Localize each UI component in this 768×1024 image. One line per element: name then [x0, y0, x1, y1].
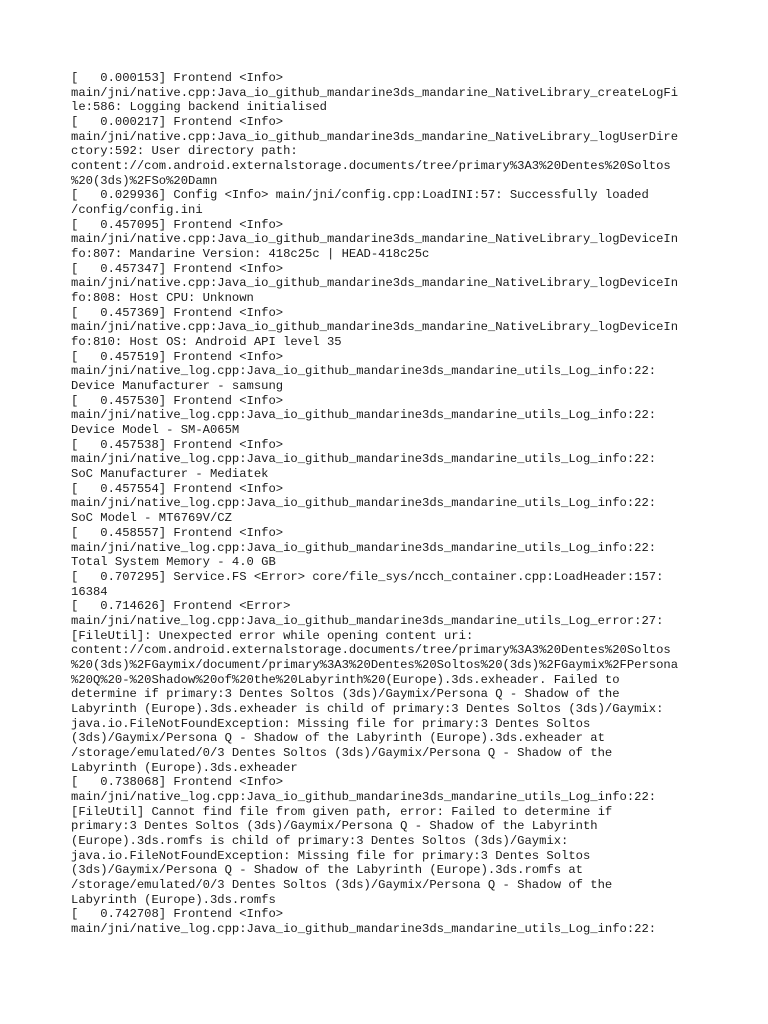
log-line: fo:810: Host OS: Android API level 35: [71, 335, 342, 350]
log-line: fo:807: Mandarine Version: 418c25c | HEAD-418c25c: [71, 247, 430, 262]
log-line: main/jni/native_log.cpp:Java_io_github_mandarine3ds_mandarine_utils_Log_info:22:: [71, 789, 657, 804]
log-line: %20(3ds)%2FGaymix/document/primary%3A3%20Dentes%20Soltos%20(3ds)%2FGaymix%2FPersona: [71, 657, 679, 672]
log-line: /storage/emulated/0/3 Dentes Soltos (3ds)/Gaymix/Persona Q - Shadow of the: [71, 877, 613, 892]
log-line: main/jni/native_log.cpp:Java_io_github_mandarine3ds_mandarine_utils_Log_info:22:: [71, 452, 657, 467]
log-document: [71, 71, 711, 937]
log-line: main/jni/native.cpp:Java_io_github_mandarine3ds_mandarine_NativeLibrary_createLogFi: [71, 85, 679, 100]
log-line: Labyrinth (Europe).3ds.exheader is child of primary:3 Dentes Soltos (3ds)/Gaymix:: [71, 701, 664, 716]
log-line: fo:808: Host CPU: Unknown: [71, 291, 254, 306]
log-line: [ 0.457095] Frontend <Info>: [71, 217, 284, 232]
log-line: main/jni/native_log.cpp:Java_io_github_mandarine3ds_mandarine_utils_Log_error:27:: [71, 613, 664, 628]
log-line: (3ds)/Gaymix/Persona Q - Shadow of the Labyrinth (Europe).3ds.exheader at: [71, 731, 605, 746]
log-line: le:586: Logging backend initialised: [71, 100, 327, 115]
log-line: java.io.FileNotFoundException: Missing file for primary:3 Dentes Soltos: [71, 716, 591, 731]
log-line: %20Q%20-%20Shadow%20of%20the%20Labyrinth%20(Europe).3ds.exheader. Failed to: [71, 672, 620, 687]
log-line: [ 0.458557] Frontend <Info>: [71, 525, 284, 540]
log-line: [ 0.457369] Frontend <Info>: [71, 305, 284, 320]
log-line: [ 0.738068] Frontend <Info>: [71, 775, 284, 790]
log-line: [ 0.029936] Config <Info> main/jni/config.cpp:LoadINI:57: Successfully loaded: [71, 188, 649, 203]
log-line: Labyrinth (Europe).3ds.exheader: [71, 760, 298, 775]
log-line: [ 0.000153] Frontend <Info>: [71, 71, 284, 85]
log-line: Device Model - SM-A065M: [71, 423, 240, 438]
log-line: main/jni/native.cpp:Java_io_github_mandarine3ds_mandarine_NativeLibrary_logUserDire: [71, 129, 679, 144]
log-line: 16384: [71, 584, 108, 599]
log-line: java.io.FileNotFoundException: Missing file for primary:3 Dentes Soltos: [71, 848, 591, 863]
log-line: [ 0.457554] Frontend <Info>: [71, 481, 284, 496]
log-line: ctory:592: User directory path:: [71, 144, 298, 159]
log-line: SoC Model - MT6769V/CZ: [71, 511, 232, 526]
log-line: %20(3ds)%2FSo%20Damn: [71, 173, 218, 188]
log-line: [FileUtil] Cannot find file from given path, error: Failed to determine if: [71, 804, 613, 819]
log-line: [ 0.714626] Frontend <Error>: [71, 599, 291, 614]
log-line: [ 0.457347] Frontend <Info>: [71, 261, 284, 276]
log-line: primary:3 Dentes Soltos (3ds)/Gaymix/Persona Q - Shadow of the Labyrinth: [71, 819, 598, 834]
log-line: main/jni/native.cpp:Java_io_github_mandarine3ds_mandarine_NativeLibrary_logDeviceIn: [71, 320, 679, 335]
log-line: [FileUtil]: Unexpected error while opening content uri:: [71, 628, 474, 643]
log-line: main/jni/native.cpp:Java_io_github_mandarine3ds_mandarine_NativeLibrary_logDeviceIn: [71, 232, 679, 247]
log-line: Labyrinth (Europe).3ds.romfs: [71, 892, 276, 907]
log-line: main/jni/native_log.cpp:Java_io_github_mandarine3ds_mandarine_utils_Log_info:22:: [71, 921, 657, 936]
log-line: /config/config.ini: [71, 203, 203, 218]
log-line: content://com.android.externalstorage.documents/tree/primary%3A3%20Dentes%20Soltos: [71, 159, 671, 174]
log-line: (Europe).3ds.romfs is child of primary:3 Dentes Soltos (3ds)/Gaymix:: [71, 833, 569, 848]
log-line: /storage/emulated/0/3 Dentes Soltos (3ds)/Gaymix/Persona Q - Shadow of the: [71, 745, 613, 760]
log-line: (3ds)/Gaymix/Persona Q - Shadow of the Labyrinth (Europe).3ds.romfs at: [71, 863, 583, 878]
log-line: SoC Manufacturer - Mediatek: [71, 467, 269, 482]
log-line: content://com.android.externalstorage.documents/tree/primary%3A3%20Dentes%20Soltos: [71, 643, 671, 658]
log-line: main/jni/native.cpp:Java_io_github_mandarine3ds_mandarine_NativeLibrary_logDeviceIn: [71, 276, 679, 291]
log-line: [ 0.457538] Frontend <Info>: [71, 437, 284, 452]
log-line: main/jni/native_log.cpp:Java_io_github_mandarine3ds_mandarine_utils_Log_info:22:: [71, 496, 657, 511]
log-line: Total System Memory - 4.0 GB: [71, 555, 276, 570]
log-line: main/jni/native_log.cpp:Java_io_github_mandarine3ds_mandarine_utils_Log_info:22:: [71, 364, 657, 379]
log-line: [ 0.457530] Frontend <Info>: [71, 393, 284, 408]
log-line: determine if primary:3 Dentes Soltos (3ds)/Gaymix/Persona Q - Shadow of the: [71, 687, 620, 702]
log-line: [ 0.707295] Service.FS <Error> core/file_sys/ncch_container.cpp:LoadHeader:157:: [71, 569, 664, 584]
log-line: main/jni/native_log.cpp:Java_io_github_mandarine3ds_mandarine_utils_Log_info:22:: [71, 540, 657, 555]
log-line: [ 0.457519] Frontend <Info>: [71, 349, 284, 364]
log-line: main/jni/native_log.cpp:Java_io_github_mandarine3ds_mandarine_utils_Log_info:22:: [71, 408, 657, 423]
log-line: [ 0.742708] Frontend <Info>: [71, 907, 284, 922]
log-line: Device Manufacturer - samsung: [71, 379, 284, 394]
log-line: [ 0.000217] Frontend <Info>: [71, 115, 284, 130]
